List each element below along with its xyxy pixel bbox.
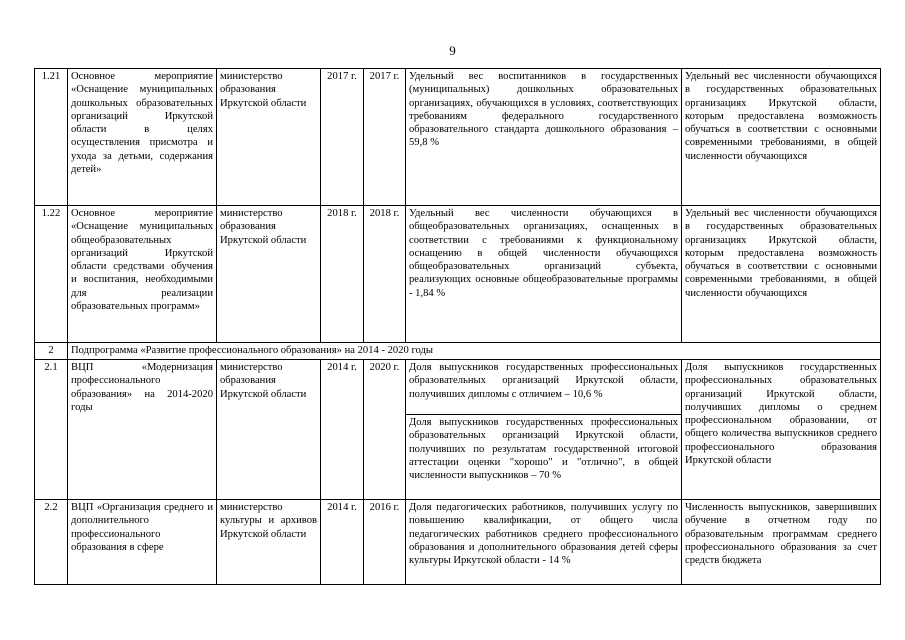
table-row — [35, 360, 881, 415]
row-number: 2.2 — [35, 500, 68, 585]
page-number: 9 — [449, 43, 456, 58]
measures-table — [34, 68, 881, 585]
end-year: 2018 г. — [364, 206, 406, 343]
target-indicator: Доля выпускников государственных профессиональных образовательных организаций Иркутской области, получивших дипломы о среднем профессиональном образовании, от общего количества выпускников среднего профессионального образования Иркутской области — [682, 360, 881, 500]
table-row — [35, 500, 881, 585]
indicator: Удельный вес численности обучающихся в общеобразовательных организациях, оснащенных в соответствии с требованиями к функциональному оснащению в общей численности обучающихся общеобразовательных организаций субъекта, реализующих основные общеобразовательные программы - 1,84 % — [406, 206, 682, 343]
executor: министерство культуры и архивов Иркутской области — [217, 500, 321, 585]
end-year: 2016 г. — [364, 500, 406, 585]
target-indicator: Удельный вес численности обучающихся в государственных образовательных организациях Иркутской области, которым предоставлена возможность обучаться в соответствии с основными современными требованиями, в общей численности обучающихся — [682, 206, 881, 343]
end-year: 2020 г. — [364, 360, 406, 500]
section-title: Подпрограмма «Развитие профессионального образования» на 2014 - 2020 годы — [68, 343, 881, 360]
table-row — [35, 206, 881, 343]
executor: министерство образования Иркутской области — [217, 69, 321, 206]
event-name: Основное мероприятие «Оснащение муниципальных дошкольных образовательных организаций Иркутской области в целях осуществления присмотра и ухода за детьми, содержания детей» — [68, 69, 217, 206]
start-year: 2017 г. — [321, 69, 364, 206]
row-number: 1.22 — [35, 206, 68, 343]
indicator: Доля выпускников государственных профессиональных образовательных организаций Иркутской области, получивших по результатам государственной итоговой аттестации оценки "хорошо" и "отлично", в общей численности выпускников – 70 % — [406, 415, 682, 500]
event-name: Основное мероприятие «Оснащение муниципальных общеобразовательных организаций Иркутской области средствами обучения и воспитания, необходимыми для реализации образовательных программ» — [68, 206, 217, 343]
executor: министерство образования Иркутской области — [217, 360, 321, 500]
start-year: 2014 г. — [321, 500, 364, 585]
table-row — [35, 69, 881, 206]
indicator: Доля педагогических работников, получивших услугу по повышению квалификации, от общего числа педагогических работников среднего профессионального образования и дополнительного образования детей сферы культуры Иркутской области - 14 % — [406, 500, 682, 585]
section-row — [35, 343, 881, 360]
target-indicator: Удельный вес численности обучающихся в государственных образовательных организациях Иркутской области, которым предоставлена возможность обучаться в соответствии с основными современными требованиями, в общей численности обучающихся — [682, 69, 881, 206]
start-year: 2014 г. — [321, 360, 364, 500]
start-year: 2018 г. — [321, 206, 364, 343]
event-name: ВЦП «Организация среднего и дополнительного профессионального образования в сфере — [68, 500, 217, 585]
section-number: 2 — [35, 343, 68, 360]
event-name: ВЦП «Модернизация профессионального образования» на 2014-2020 годы — [68, 360, 217, 500]
end-year: 2017 г. — [364, 69, 406, 206]
indicator: Доля выпускников государственных профессиональных образовательных организаций Иркутской области, получивших дипломы с отличием – 10,6 % — [406, 360, 682, 415]
row-number: 2.1 — [35, 360, 68, 500]
target-indicator: Численность выпускников, завершивших обучение в отчетном году по образовательным программам среднего профессионального образования за счет средств бюджета — [682, 500, 881, 585]
row-number: 1.21 — [35, 69, 68, 206]
indicator: Удельный вес воспитанников в государственных (муниципальных) дошкольных образовательных организациях, обучающихся в условиях, соответствующих требованиям федерального государственного образовательного стандарта дошкольного образования – 59,8 % — [406, 69, 682, 206]
executor: министерство образования Иркутской области — [217, 206, 321, 343]
